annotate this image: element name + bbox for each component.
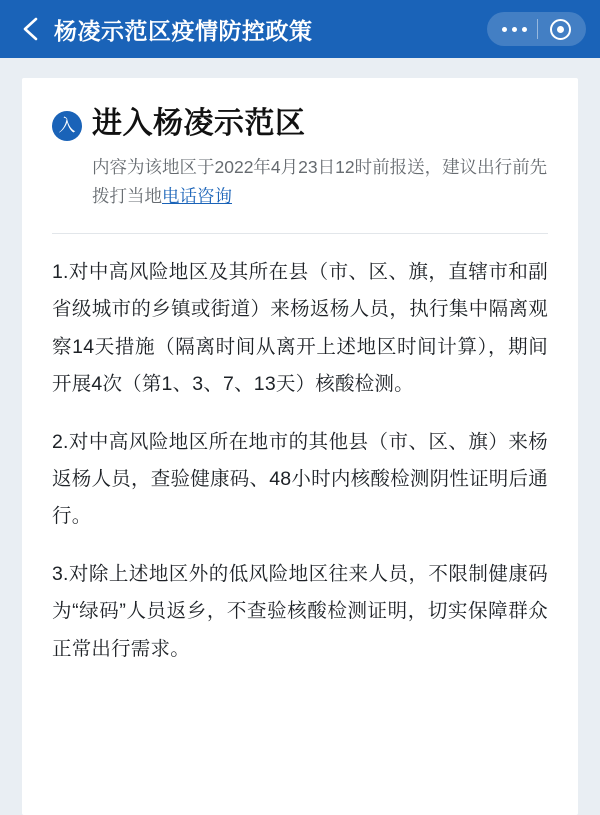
card-header-text [92,104,548,211]
target-circle-icon[interactable] [538,12,582,46]
card-subtitle-text: 内容为该地区于2022年4月23日12时前报送，建议出行前先拨打当地 [92,157,548,206]
back-button[interactable] [14,12,48,46]
card-header [52,104,548,211]
list-item: 3.对除上述地区外的低风险地区往来人员，不限制健康码为“绿码”人员返乡，不查验核酸检测证明，切实保障群众正常出行需求。 [52,562,548,660]
page-body [0,58,600,815]
nav-action-group [487,12,586,46]
enter-badge: 入 [52,111,82,141]
card-divider [52,233,548,234]
top-navigation-bar [0,0,600,58]
policy-card [22,78,578,815]
list-item: 1.对中高风险地区及其所在县（市、区、旗，直辖市和副省级城市的乡镇或街道）来杨返杨人员，执行集中隔离观察14天措施（隔离时间从离开上述地区时间计算），期间开展4次（第1、3、7、13天）核酸检测。 [52,260,548,396]
page-title: 杨凌示范区疫情防控政策 [54,17,313,44]
policy-list [52,254,548,668]
more-dots-icon[interactable] [491,12,537,46]
card-title: 进入杨凌示范区 [92,107,306,140]
chevron-left-icon [21,15,41,43]
card-subtitle [92,153,548,211]
phone-consult-link[interactable]: 电话咨询 [162,185,232,206]
list-item: 2.对中高风险地区所在地市的其他县（市、区、旗）来杨返杨人员，查验健康码、48小时内核酸检测阴性证明后通行。 [52,430,548,528]
